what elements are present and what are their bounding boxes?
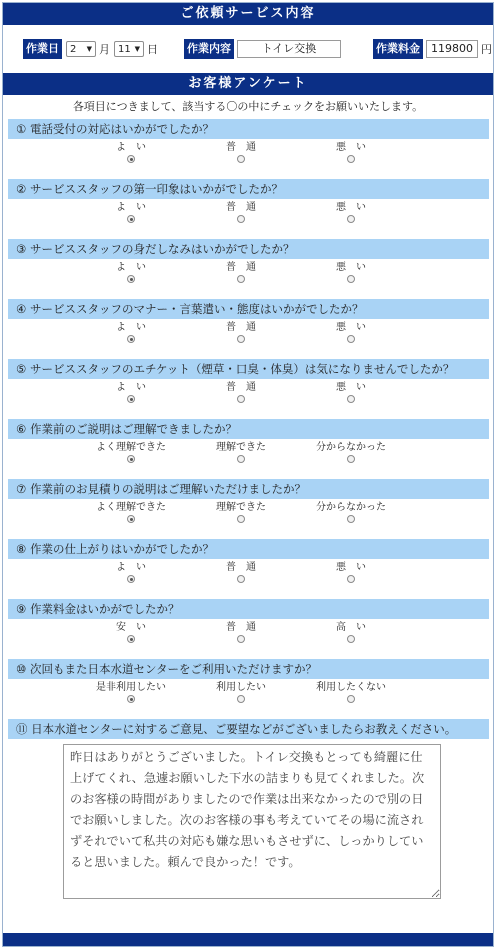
option-1[interactable] bbox=[76, 201, 186, 223]
question-8-options bbox=[3, 559, 493, 599]
option-1[interactable] bbox=[76, 501, 186, 523]
option-label: 利用したい bbox=[216, 682, 266, 693]
radio-button[interactable] bbox=[127, 215, 135, 223]
radio-button[interactable] bbox=[347, 155, 355, 163]
radio-button[interactable] bbox=[127, 515, 135, 523]
fee-unit: 円 bbox=[481, 43, 492, 56]
option-2[interactable] bbox=[186, 381, 296, 403]
option-1[interactable] bbox=[76, 621, 186, 643]
month-unit: 月 bbox=[99, 43, 110, 56]
option-1[interactable] bbox=[76, 381, 186, 403]
option-label: 悪 い bbox=[336, 262, 366, 273]
radio-button[interactable] bbox=[237, 515, 245, 523]
radio-button[interactable] bbox=[237, 635, 245, 643]
option-2[interactable] bbox=[186, 321, 296, 343]
radio-button[interactable] bbox=[127, 335, 135, 343]
radio-button[interactable] bbox=[237, 575, 245, 583]
comment-area bbox=[3, 739, 493, 913]
radio-button[interactable] bbox=[127, 455, 135, 463]
radio-button[interactable] bbox=[347, 395, 355, 403]
option-3[interactable] bbox=[296, 141, 406, 163]
option-1[interactable] bbox=[76, 441, 186, 463]
radio-button[interactable] bbox=[127, 155, 135, 163]
radio-button[interactable] bbox=[347, 215, 355, 223]
radio-button[interactable] bbox=[237, 215, 245, 223]
month-select[interactable] bbox=[66, 41, 96, 57]
option-label: 是非利用したい bbox=[96, 682, 166, 693]
option-label: 普 通 bbox=[226, 382, 256, 393]
option-3[interactable] bbox=[296, 561, 406, 583]
question-6-options bbox=[3, 439, 493, 479]
survey-instruction: 各項目につきまして、該当する〇の中にチェックをお願いいたします。 bbox=[72, 100, 424, 113]
question-1-options bbox=[3, 139, 493, 179]
option-label: よく理解できた bbox=[96, 502, 166, 513]
work-fee-field[interactable]: 119800 bbox=[426, 40, 478, 58]
option-label: よ い bbox=[116, 142, 146, 153]
radio-button[interactable] bbox=[347, 335, 355, 343]
question-1: ① 電話受付の対応はいかがでしたか？ bbox=[8, 119, 489, 139]
chevron-down-icon: ▼ bbox=[134, 45, 140, 53]
option-label: 普 通 bbox=[226, 622, 256, 633]
option-label: よ い bbox=[116, 322, 146, 333]
option-label: 普 通 bbox=[226, 142, 256, 153]
option-2[interactable] bbox=[186, 261, 296, 283]
radio-button[interactable] bbox=[347, 515, 355, 523]
radio-button[interactable] bbox=[237, 395, 245, 403]
option-2[interactable] bbox=[186, 621, 296, 643]
option-1[interactable] bbox=[76, 561, 186, 583]
option-3[interactable] bbox=[296, 441, 406, 463]
option-label: 普 通 bbox=[226, 562, 256, 573]
chevron-down-icon: ▼ bbox=[86, 45, 92, 53]
service-details-row bbox=[3, 25, 493, 73]
option-label: よ い bbox=[116, 262, 146, 273]
option-label: 理解できた bbox=[216, 502, 266, 513]
option-2[interactable] bbox=[186, 441, 296, 463]
comment-question: ⑪ 日本水道センターに対するご意見、ご要望などがございましたらお教えください。 bbox=[8, 719, 489, 739]
comment-textarea[interactable] bbox=[63, 744, 441, 899]
question-10: ⑩ 次回もまた日本水道センターをご利用いただけますか？ bbox=[8, 659, 489, 679]
radio-button[interactable] bbox=[237, 695, 245, 703]
work-date-label: 作業日 bbox=[23, 39, 62, 59]
question-5: ⑤ サービススタッフのエチケット（煙草・口臭・体臭）は気になりませんでしたか？ bbox=[8, 359, 489, 379]
question-4-options bbox=[3, 319, 493, 359]
option-2[interactable] bbox=[186, 501, 296, 523]
option-label: 普 通 bbox=[226, 262, 256, 273]
radio-button[interactable] bbox=[127, 695, 135, 703]
radio-button[interactable] bbox=[347, 575, 355, 583]
option-3[interactable] bbox=[296, 381, 406, 403]
question-4: ④ サービススタッフのマナー・言葉遣い・態度はいかがでしたか？ bbox=[8, 299, 489, 319]
question-8: ⑧ 作業の仕上がりはいかがでしたか？ bbox=[8, 539, 489, 559]
option-2[interactable] bbox=[186, 141, 296, 163]
option-1[interactable] bbox=[76, 681, 186, 703]
option-label: 理解できた bbox=[216, 442, 266, 453]
radio-button[interactable] bbox=[237, 335, 245, 343]
radio-button[interactable] bbox=[347, 455, 355, 463]
option-label: 悪 い bbox=[336, 202, 366, 213]
radio-button[interactable] bbox=[237, 275, 245, 283]
option-2[interactable] bbox=[186, 681, 296, 703]
work-content-label: 作業内容 bbox=[184, 39, 234, 59]
radio-button[interactable] bbox=[127, 275, 135, 283]
radio-button[interactable] bbox=[127, 395, 135, 403]
option-3[interactable] bbox=[296, 621, 406, 643]
option-1[interactable] bbox=[76, 141, 186, 163]
question-7-options bbox=[3, 499, 493, 539]
work-fee-label: 作業料金 bbox=[373, 39, 423, 59]
option-1[interactable] bbox=[76, 261, 186, 283]
service-section-header: ご依頼サービス内容 bbox=[3, 3, 493, 25]
option-3[interactable] bbox=[296, 501, 406, 523]
radio-button[interactable] bbox=[237, 455, 245, 463]
survey-section-header: お客様アンケート bbox=[3, 73, 493, 95]
option-label: 利用したくない bbox=[316, 682, 386, 693]
option-label: よ い bbox=[116, 202, 146, 213]
option-2[interactable] bbox=[186, 561, 296, 583]
radio-button[interactable] bbox=[127, 635, 135, 643]
question-2: ② サービススタッフの第一印象はいかがでしたか？ bbox=[8, 179, 489, 199]
option-label: 分からなかった bbox=[316, 442, 386, 453]
day-unit: 日 bbox=[147, 43, 158, 56]
option-1[interactable] bbox=[76, 321, 186, 343]
option-label: 普 通 bbox=[226, 202, 256, 213]
footer-bar bbox=[3, 933, 493, 946]
radio-button[interactable] bbox=[127, 575, 135, 583]
option-label: よ い bbox=[116, 382, 146, 393]
question-list bbox=[3, 119, 493, 719]
question-9-options bbox=[3, 619, 493, 659]
question-2-options bbox=[3, 199, 493, 239]
option-label: 高 い bbox=[336, 622, 366, 633]
radio-button[interactable] bbox=[347, 635, 355, 643]
question-7: ⑦ 作業前のお見積りの説明はご理解いただけましたか？ bbox=[8, 479, 489, 499]
option-label: 分からなかった bbox=[316, 502, 386, 513]
radio-button[interactable] bbox=[237, 155, 245, 163]
survey-form bbox=[2, 2, 494, 947]
option-3[interactable] bbox=[296, 261, 406, 283]
option-label: 悪 い bbox=[336, 562, 366, 573]
question-3: ③ サービススタッフの身だしなみはいかがでしたか？ bbox=[8, 239, 489, 259]
radio-button[interactable] bbox=[347, 275, 355, 283]
month-select-value: 2 bbox=[70, 43, 77, 55]
option-3[interactable] bbox=[296, 321, 406, 343]
option-3[interactable] bbox=[296, 201, 406, 223]
day-select-value: 11 bbox=[118, 43, 131, 55]
option-3[interactable] bbox=[296, 681, 406, 703]
day-select[interactable] bbox=[114, 41, 144, 57]
question-10-options bbox=[3, 679, 493, 719]
question-9: ⑨ 作業料金はいかがでしたか？ bbox=[8, 599, 489, 619]
option-label: よ い bbox=[116, 562, 146, 573]
work-content-field[interactable]: トイレ交換 bbox=[237, 40, 341, 58]
option-label: 安 い bbox=[116, 622, 146, 633]
option-label: 悪 い bbox=[336, 142, 366, 153]
option-label: 悪 い bbox=[336, 322, 366, 333]
radio-button[interactable] bbox=[347, 695, 355, 703]
option-2[interactable] bbox=[186, 201, 296, 223]
option-label: よく理解できた bbox=[96, 442, 166, 453]
option-label: 悪 い bbox=[336, 382, 366, 393]
question-3-options bbox=[3, 259, 493, 299]
option-label: 普 通 bbox=[226, 322, 256, 333]
question-5-options bbox=[3, 379, 493, 419]
question-6: ⑥ 作業前のご説明はご理解できましたか？ bbox=[8, 419, 489, 439]
